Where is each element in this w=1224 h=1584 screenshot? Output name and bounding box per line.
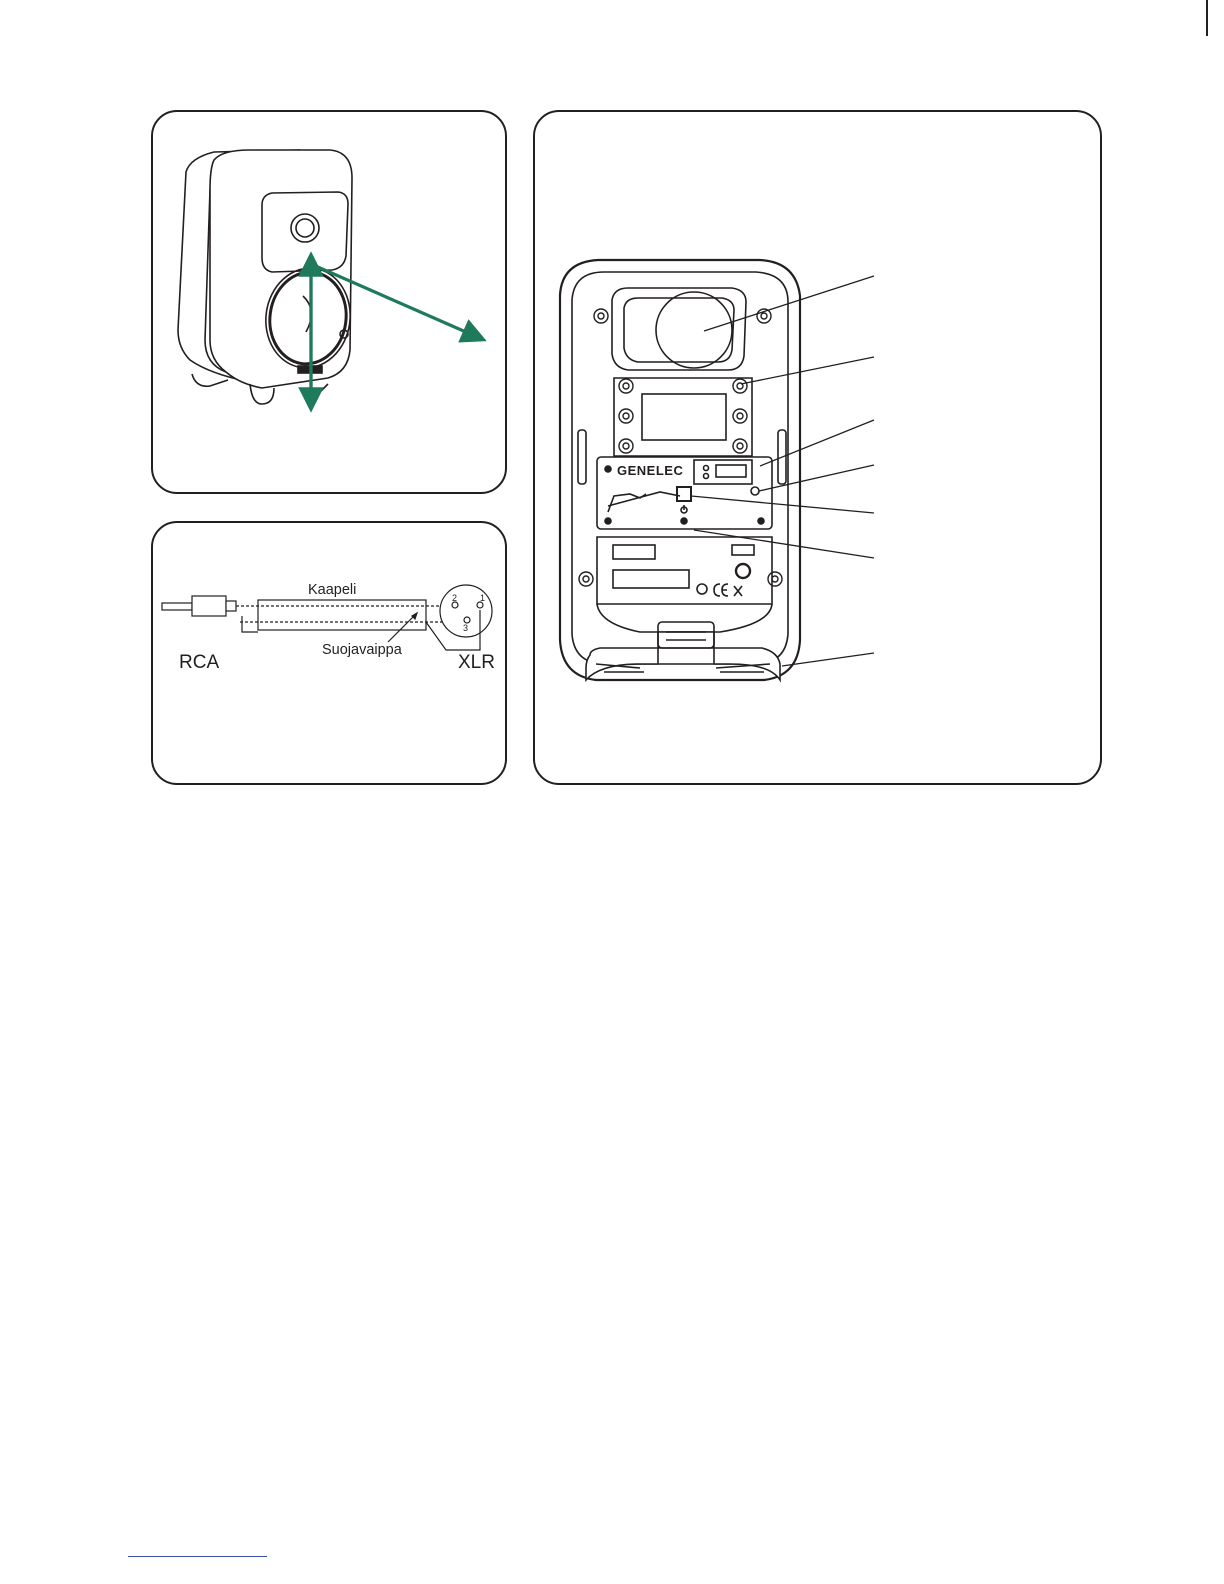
xlr-pin-3: 3: [463, 623, 469, 633]
callout-lines: [691, 276, 874, 666]
xlr-label: XLR: [458, 652, 495, 673]
bottom-link-rule: [128, 1556, 267, 1557]
xlr-pin-1: 1: [480, 593, 486, 603]
xlr-pin-2: 2: [452, 593, 458, 603]
cable-label: Kaapeli: [308, 582, 357, 598]
speaker-front-illustration: [178, 150, 357, 404]
rca-label: RCA: [179, 652, 220, 673]
genelec-logo: GENELEC: [617, 463, 684, 478]
shield-label: Suojavaippa: [322, 642, 402, 658]
